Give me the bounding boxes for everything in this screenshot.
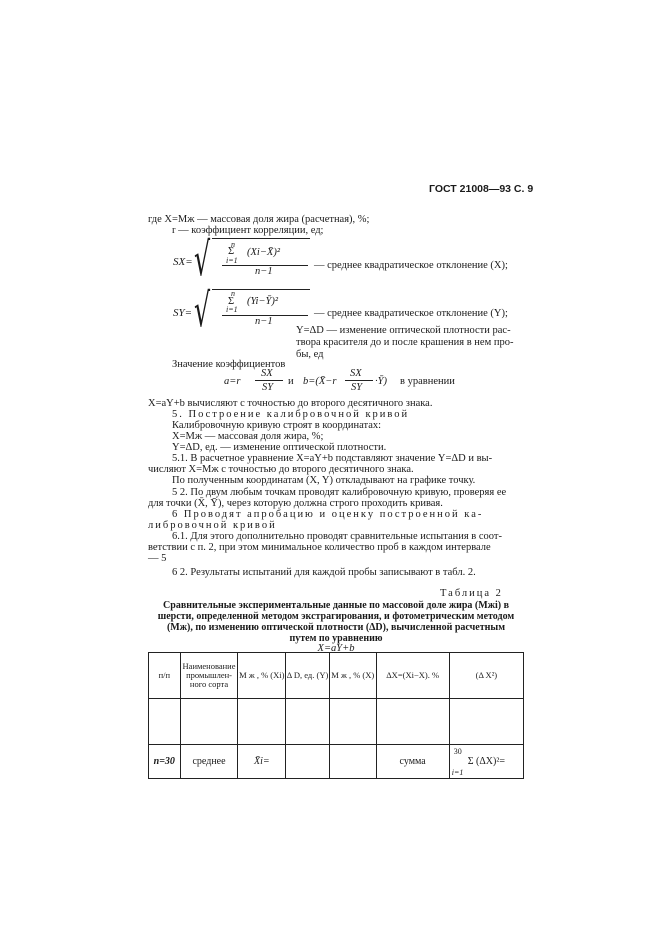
sy-lhs: SY=: [173, 307, 193, 319]
body-line-5: Y=ΔD, ед. — изменение оптической плотности.: [172, 442, 387, 453]
body-line-10: для точки (X̄, Ȳ), через которую должна строго проходить кривая.: [148, 498, 443, 509]
body-line-14: ветствии с п. 2, при этом минимальное количество проб в каждом интервале: [148, 542, 491, 553]
where-line: где X=Mж — массовая доля жира (расчетная), %;: [148, 214, 370, 225]
coef-b-den: SY: [351, 382, 363, 393]
coef-suffix: в уравнении: [400, 376, 455, 387]
col-header-grade: Наименование промышлен-ного сорта: [180, 653, 238, 699]
cell-empty-2: [329, 745, 376, 779]
y-def-line-2: твора красителя до и после крашения в нем про-: [296, 337, 514, 348]
section-6-heading-cont: либровочной кривой: [148, 520, 277, 531]
body-line-3: Калибровочную кривую строят в координатах:: [172, 420, 382, 431]
coef-a: a=r: [224, 376, 241, 387]
sqrt-vinculum: [212, 289, 310, 290]
body-line-6: 5.1. В расчетное уравнение X=aY+b подставляют значение Y=ΔD и вы-: [172, 453, 493, 464]
sx-description: — среднее квадратическое отклонение (X);: [314, 260, 508, 271]
coef-b-line: [345, 380, 373, 381]
coef-b-num: SX: [350, 368, 362, 379]
sy-sum-symbol: Σ: [228, 296, 235, 307]
table-row-empty: [149, 699, 524, 745]
sx-summand: (Xi−X̄)²: [247, 247, 280, 258]
body-line-9: 5 2. По двум любым точкам проводят калибровочную кривую, проверяя ее: [172, 487, 507, 498]
sy-sum-top: n: [231, 289, 235, 298]
table-title-3: (Mж), по изменению оптической плотности (ΔD), вычисленной расчетным: [166, 622, 506, 633]
cell-empty-1: [286, 745, 330, 779]
col-header-mzh-x: M ж , % (X): [329, 653, 376, 699]
table-title-4: путем по уравнению: [289, 633, 383, 644]
body-line-7: числяют X=Mж с точностью до второго десятичного знака.: [148, 464, 414, 475]
table-title-1: Сравнительные экспериментальные данные по массовой доле жира (Mжi) в: [163, 600, 509, 611]
body-line-13: 6.1. Для этого дополнительно проводят сравнительные испытания в соот-: [172, 531, 502, 542]
sy-summand: (Yi−Ȳ)²: [247, 296, 279, 307]
table-row-summary: [149, 745, 524, 779]
coef-b: b=(X̄−r: [303, 376, 337, 387]
col-header-delta-d: Δ D, ед. (Y): [286, 653, 330, 699]
page-header: ГОСТ 21008—93 С. 9: [429, 183, 534, 195]
body-line-4: X=Mж — массовая доля жира, %;: [172, 431, 324, 442]
coef-a-line: [255, 380, 283, 381]
body-line-8: По полученным координатам (X, Y) откладывают на графике точку.: [172, 475, 476, 486]
cell-sum-label: сумма: [376, 745, 449, 779]
col-header-delta-x: ΔX=(Xi−X). %: [376, 653, 449, 699]
y-def-line-1: Y=ΔD — изменение оптической плотности рас-: [296, 325, 511, 336]
sqrt-vinculum: [212, 238, 310, 239]
sy-description: — среднее квадратическое отклонение (Y);: [314, 308, 508, 319]
cell-sum-formula: [449, 745, 523, 779]
comparison-table: [148, 652, 524, 779]
sy-sum-bottom: i=1: [226, 305, 238, 314]
cell-mean-xi: X̄i=: [238, 745, 286, 779]
y-def-line-3: бы, ед: [296, 349, 324, 360]
sum-top: 30: [453, 747, 462, 756]
col-header-index: п/п: [149, 653, 181, 699]
section-5-heading: 5. Построение калибровочной кривой: [172, 409, 410, 420]
sum-bottom: i=1: [451, 768, 464, 777]
body-line-1: X=aY+b вычисляют с точностью до второго десятичного знака.: [148, 398, 433, 409]
coef-label: Значение коэффициентов: [172, 359, 286, 370]
section-6-heading: 6 Проводят апробацию и оценку построенной ка-: [172, 509, 484, 520]
col-header-delta-x-sq: (Δ X²): [449, 653, 523, 699]
coef-b-tail: ·Ȳ): [375, 376, 387, 387]
table-label: Таблица 2: [440, 588, 503, 599]
sx-denominator: n−1: [255, 266, 273, 277]
table-title-5: X=aY+b: [317, 643, 355, 654]
sum-expression: Σ (ΔX)²=: [467, 756, 505, 767]
body-line-16: 6 2. Результаты испытаний для каждой пробы записывают в табл. 2.: [172, 567, 476, 578]
cell-mean-label: среднее: [180, 745, 238, 779]
sqrt-sign: √: [194, 232, 211, 286]
body-line-15: — 5: [148, 553, 167, 564]
sx-sum-symbol: Σ: [228, 246, 235, 257]
coef-and: и: [288, 376, 294, 387]
sx-sum-top: n: [231, 240, 235, 249]
col-header-mzh-xi: M ж , % (Xi): [238, 653, 286, 699]
table-title-2: шерсти, определенной методом экстрагирования, и фотометрическим методом: [157, 611, 515, 622]
table-header-row: [149, 653, 524, 699]
sqrt-sign: √: [194, 283, 211, 337]
sx-lhs: SX=: [173, 256, 193, 268]
cell-n: n=30: [149, 745, 181, 779]
sy-denominator: n−1: [255, 316, 273, 327]
coef-a-num: SX: [261, 368, 273, 379]
r-line: r — коэффициент корреляции, ед;: [172, 225, 324, 236]
sx-sum-bottom: i=1: [226, 256, 238, 265]
coef-a-den: SY: [262, 382, 274, 393]
